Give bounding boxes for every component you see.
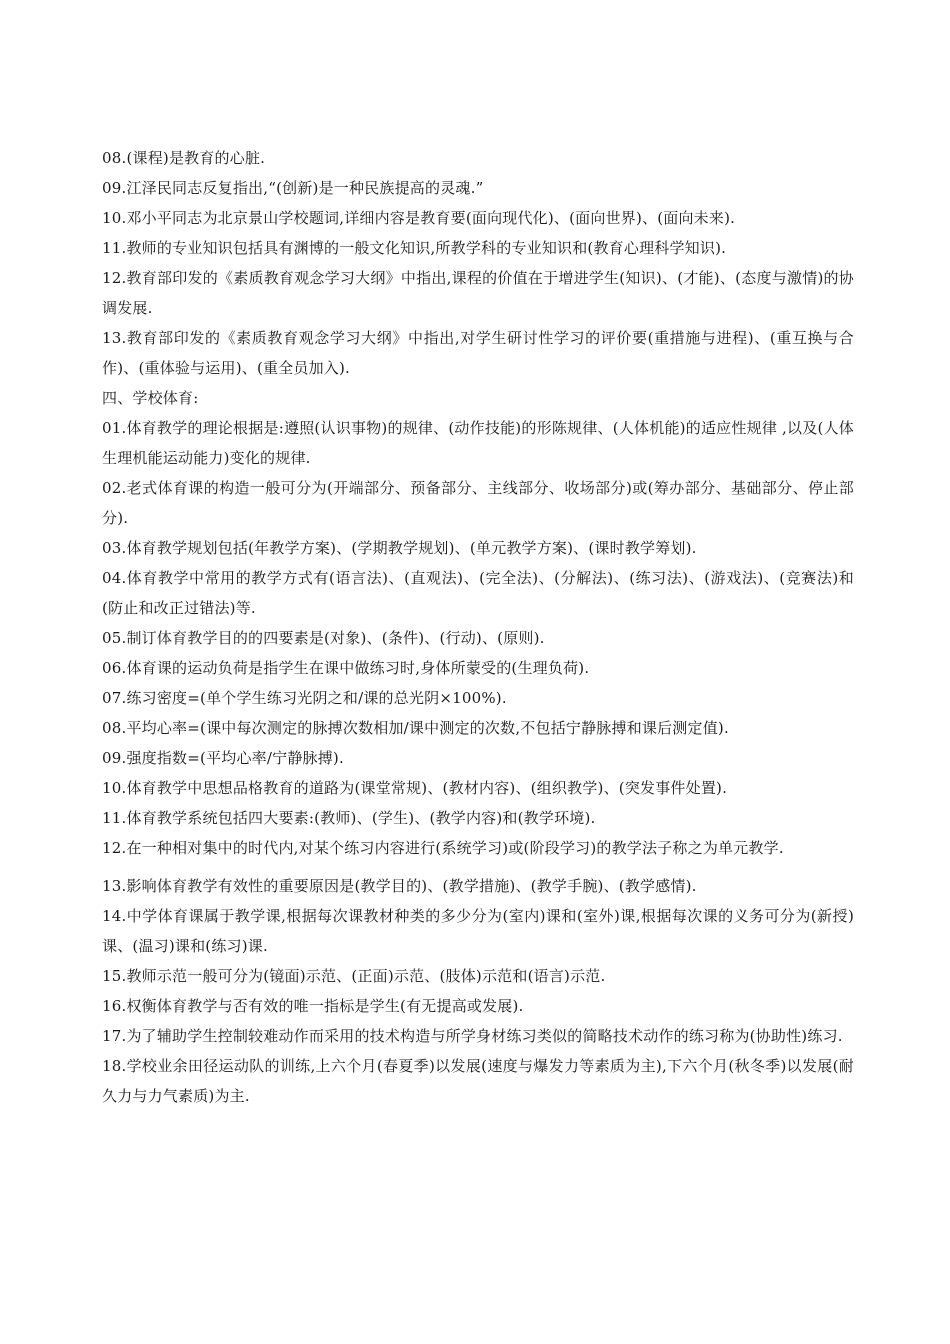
document-body xyxy=(102,143,854,1111)
paragraph-pe-07: 07.练习密度=(单个学生练习光阴之和/课的总光阴×100%). xyxy=(102,689,507,707)
paragraph-pe-02: 02.老式体育课的构造一般可分为(开端部分、预备部分、主线部分、收场部分)或(筹办部分、基础部分、停止部分). xyxy=(102,479,854,527)
paragraph-pe-09: 09.强度指数=(平均心率/宁静脉搏). xyxy=(102,749,344,767)
paragraph-pe-05: 05.制订体育教学目的的四要素是(对象)、(条件)、(行动)、(原则). xyxy=(102,629,545,647)
paragraph-pe-14: 14.中学体育课属于教学课,根据每次课教材种类的多少分为(室内)课和(室外)课,根据每次课的义务可分为(新授)课、(温习)课和(练习)课. xyxy=(102,907,854,955)
paragraph-pe-13: 13.影响体育教学有效性的重要原因是(教学目的)、(教学措施)、(教学手腕)、(教学感情). xyxy=(102,877,697,895)
paragraph-pe-01: 01.体育教学的理论根据是:遵照(认识事物)的规律、(动作技能)的形陈规律、(人体机能)的适应性规律 ,以及(人体生理机能运动能力)变化的规律. xyxy=(102,419,854,467)
section-heading-school-pe: 四、学校体育: xyxy=(102,389,199,407)
paragraph-pe-18: 18.学校业余田径运动队的训练,上六个月(春夏季)以发展(速度与爆发力等素质为主),下六个月(秋冬季)以发展(耐久力与力气素质)为主. xyxy=(102,1057,854,1105)
paragraph-pe-04: 04.体育教学中常用的教学方式有(语言法)、(直观法)、(完全法)、(分解法)、(练习法)、(游戏法)、(竞赛法)和(防止和改正过错法)等. xyxy=(102,569,854,617)
paragraph-08-curriculum: 08.(课程)是教育的心脏. xyxy=(102,149,266,167)
paragraph-pe-15: 15.教师示范一般可分为(镜面)示范、(正面)示范、(肢体)示范和(语言)示范. xyxy=(102,967,606,985)
paragraph-09-innovation: 09.江泽民同志反复指出,“(创新)是一种民族提高的灵魂.” xyxy=(102,179,484,197)
paragraph-pe-10: 10.体育教学中思想品格教育的道路为(课堂常规)、(教材内容)、(组织教学)、(突发事件处置). xyxy=(102,779,728,797)
paragraph-pe-12: 12.在一种相对集中的时代内,对某个练习内容进行(系统学习)或(阶段学习)的教学法子称之为单元教学. xyxy=(102,839,784,857)
paragraph-12-curriculum-value: 12.教育部印发的《素质教育观念学习大纲》中指出,课程的价值在于增进学生(知识)、(才能)、(态度与激情)的协调发展. xyxy=(102,269,854,317)
paragraph-13-research-evaluation: 13.教育部印发的《素质教育观念学习大纲》中指出,对学生研讨性学习的评价要(重措施与进程)、(重互换与合作)、(重体验与运用)、(重全员加入). xyxy=(102,329,854,377)
paragraph-pe-08: 08.平均心率=(课中每次测定的脉搏次数相加/课中测定的次数,不包括宁静脉搏和课后测定值). xyxy=(102,719,729,737)
paragraph-pe-17: 17.为了辅助学生控制较难动作而采用的技术构造与所学身材练习类似的简略技术动作的练习称为(协助性)练习. xyxy=(102,1027,843,1045)
paragraph-pe-11: 11.体育教学系统包括四大要素:(教师)、(学生)、(教学内容)和(教学环境). xyxy=(102,809,596,827)
paragraph-11-teacher-knowledge: 11.教师的专业知识包括具有渊博的一般文化知识,所教学科的专业知识和(教育心理科学知识). xyxy=(102,239,727,257)
paragraph-pe-06: 06.体育课的运动负荷是指学生在课中做练习时,身体所蒙受的(生理负荷). xyxy=(102,659,590,677)
paragraph-pe-16: 16.权衡体育教学与否有效的唯一指标是学生(有无提高或发展). xyxy=(102,997,524,1015)
paragraph-10-deng-inscription: 10.邓小平同志为北京景山学校题词,详细内容是教育要(面向现代化)、(面向世界)、(面向未来). xyxy=(102,209,736,227)
paragraph-pe-03: 03.体育教学规划包括(年教学方案)、(学期教学规划)、(单元教学方案)、(课时教学筹划). xyxy=(102,539,697,557)
